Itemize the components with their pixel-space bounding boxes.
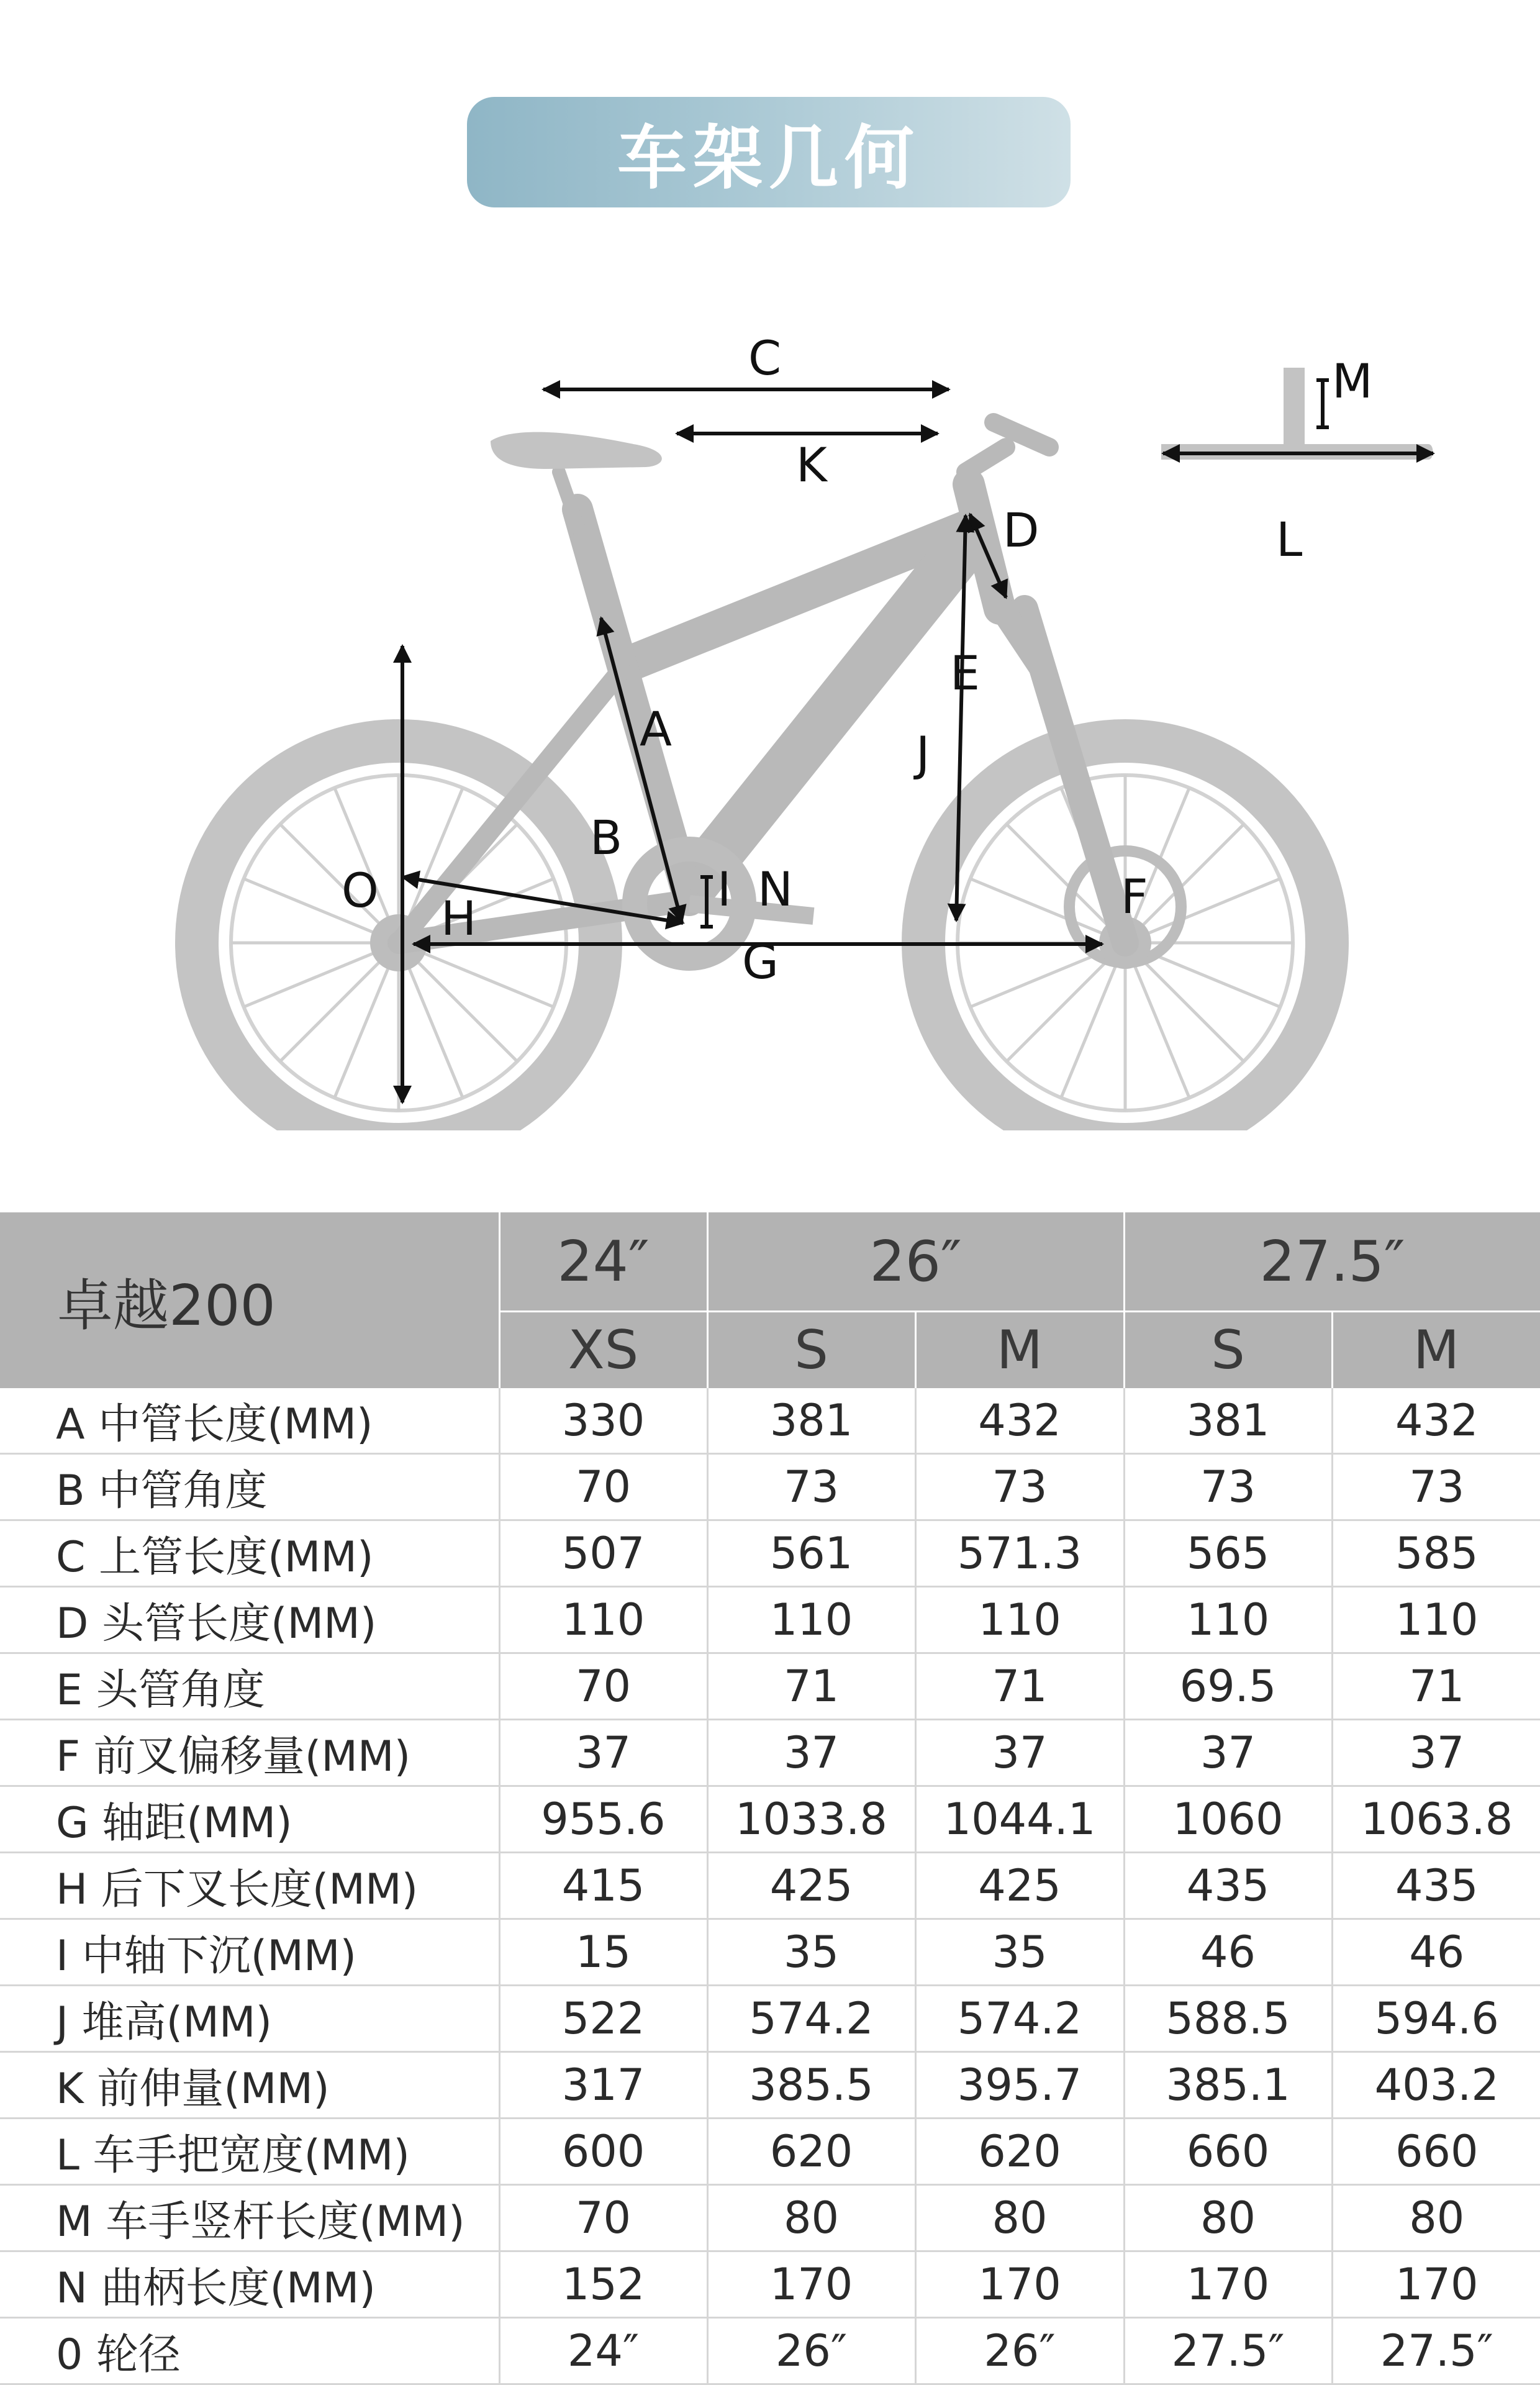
- value-cell: 432: [915, 1388, 1124, 1454]
- table-row: [0, 1853, 1540, 1919]
- value-cell: 80: [707, 2185, 915, 2251]
- param-label: 0 轮径: [0, 2318, 499, 2384]
- param-label: N 曲柄长度(MM): [0, 2251, 499, 2318]
- table-row: [0, 2318, 1540, 2384]
- geometry-spec-table: [0, 1212, 1540, 2385]
- value-cell: 37: [1124, 1720, 1332, 1786]
- value-cell: 660: [1124, 2119, 1332, 2185]
- value-cell: 435: [1124, 1853, 1332, 1919]
- label-o: O: [342, 863, 379, 918]
- table-row: [0, 2185, 1540, 2251]
- size-header: M: [1332, 1312, 1540, 1389]
- param-label: C 上管长度(MM): [0, 1520, 499, 1587]
- value-cell: 80: [915, 2185, 1124, 2251]
- label-g: G: [742, 934, 779, 989]
- saddle: [491, 432, 662, 469]
- value-cell: 403.2: [1332, 2052, 1540, 2119]
- value-cell: 381: [707, 1388, 915, 1454]
- size-header: XS: [499, 1312, 707, 1389]
- value-cell: 594.6: [1332, 1986, 1540, 2052]
- value-cell: 522: [499, 1986, 707, 2052]
- param-label: B 中管角度: [0, 1454, 499, 1520]
- label-e: E: [950, 645, 981, 701]
- value-cell: 26″: [707, 2318, 915, 2384]
- value-cell: 73: [915, 1454, 1124, 1520]
- table-row: [0, 1454, 1540, 1520]
- value-cell: 110: [1124, 1587, 1332, 1653]
- value-cell: 110: [499, 1587, 707, 1653]
- param-label: I 中轴下沉(MM): [0, 1919, 499, 1986]
- value-cell: 425: [707, 1853, 915, 1919]
- value-cell: 152: [499, 2251, 707, 2318]
- value-cell: 574.2: [707, 1986, 915, 2052]
- label-l: L: [1276, 512, 1303, 567]
- table-row: [0, 2052, 1540, 2119]
- table-row: [0, 1986, 1540, 2052]
- value-cell: 381: [1124, 1388, 1332, 1454]
- param-label: A 中管长度(MM): [0, 1388, 499, 1454]
- bike-geometry-diagram: [0, 261, 1540, 1130]
- table-row: [0, 1388, 1540, 1454]
- param-label: D 头管长度(MM): [0, 1587, 499, 1653]
- wheel-group-27-5: 27.5″: [1124, 1212, 1540, 1312]
- value-cell: 110: [707, 1587, 915, 1653]
- param-label: F 前叉偏移量(MM): [0, 1720, 499, 1786]
- value-cell: 600: [499, 2119, 707, 2185]
- value-cell: 317: [499, 2052, 707, 2119]
- param-label: J 堆高(MM): [0, 1986, 499, 2052]
- value-cell: 70: [499, 1454, 707, 1520]
- value-cell: 35: [915, 1919, 1124, 1986]
- param-label: H 后下叉长度(MM): [0, 1853, 499, 1919]
- spec-table-body: [0, 1388, 1540, 2384]
- value-cell: 27.5″: [1332, 2318, 1540, 2384]
- label-a: A: [640, 701, 672, 756]
- value-cell: 37: [915, 1720, 1124, 1786]
- label-c: C: [748, 330, 782, 386]
- value-cell: 35: [707, 1919, 915, 1986]
- value-cell: 170: [915, 2251, 1124, 2318]
- value-cell: 1063.8: [1332, 1786, 1540, 1853]
- size-header: S: [1124, 1312, 1332, 1389]
- value-cell: 385.5: [707, 2052, 915, 2119]
- value-cell: 71: [707, 1653, 915, 1720]
- table-row: [0, 1520, 1540, 1587]
- value-cell: 71: [915, 1653, 1124, 1720]
- size-header: M: [915, 1312, 1124, 1389]
- table-row: [0, 2119, 1540, 2185]
- value-cell: 170: [1332, 2251, 1540, 2318]
- label-b: B: [590, 810, 623, 865]
- value-cell: 574.2: [915, 1986, 1124, 2052]
- label-j: J: [916, 726, 930, 781]
- value-cell: 415: [499, 1853, 707, 1919]
- value-cell: 27.5″: [1124, 2318, 1332, 2384]
- handlebar-diagram: [1161, 368, 1433, 460]
- wheel-group-26: 26″: [707, 1212, 1124, 1312]
- param-label: G 轴距(MM): [0, 1786, 499, 1853]
- value-cell: 70: [499, 2185, 707, 2251]
- size-header: S: [707, 1312, 915, 1389]
- value-cell: 1060: [1124, 1786, 1332, 1853]
- value-cell: 330: [499, 1388, 707, 1454]
- value-cell: 170: [1124, 2251, 1332, 2318]
- value-cell: 69.5: [1124, 1653, 1332, 1720]
- table-row: [0, 1587, 1540, 1653]
- value-cell: 565: [1124, 1520, 1332, 1587]
- label-n: N: [758, 861, 793, 917]
- param-label: E 头管角度: [0, 1653, 499, 1720]
- value-cell: 571.3: [915, 1520, 1124, 1587]
- value-cell: 660: [1332, 2119, 1540, 2185]
- label-i: I: [717, 861, 732, 917]
- value-cell: 73: [707, 1454, 915, 1520]
- value-cell: 395.7: [915, 2052, 1124, 2119]
- value-cell: 561: [707, 1520, 915, 1587]
- table-row: [0, 1786, 1540, 1853]
- value-cell: 435: [1332, 1853, 1540, 1919]
- value-cell: 70: [499, 1653, 707, 1720]
- value-cell: 507: [499, 1520, 707, 1587]
- label-m: M: [1332, 353, 1373, 409]
- value-cell: 110: [915, 1587, 1124, 1653]
- value-cell: 80: [1332, 2185, 1540, 2251]
- value-cell: 37: [707, 1720, 915, 1786]
- table-row: [0, 2251, 1540, 2318]
- value-cell: 588.5: [1124, 1986, 1332, 2052]
- value-cell: 37: [499, 1720, 707, 1786]
- param-label: L 车手把宽度(MM): [0, 2119, 499, 2185]
- value-cell: 432: [1332, 1388, 1540, 1454]
- value-cell: 37: [1332, 1720, 1540, 1786]
- value-cell: 620: [707, 2119, 915, 2185]
- wheel-group-24: 24″: [499, 1212, 707, 1312]
- value-cell: 46: [1332, 1919, 1540, 1986]
- value-cell: 15: [499, 1919, 707, 1986]
- param-label: K 前伸量(MM): [0, 2052, 499, 2119]
- value-cell: 1044.1: [915, 1786, 1124, 1853]
- model-name: 卓越200: [0, 1212, 499, 1388]
- value-cell: 955.6: [499, 1786, 707, 1853]
- table-row: [0, 1919, 1540, 1986]
- page-title: 车架几何: [467, 97, 1071, 207]
- value-cell: 73: [1332, 1454, 1540, 1520]
- value-cell: 1033.8: [707, 1786, 915, 1853]
- label-f: F: [1121, 869, 1148, 924]
- param-label: M 车手竖杆长度(MM): [0, 2185, 499, 2251]
- label-d: D: [1003, 502, 1040, 558]
- value-cell: 385.1: [1124, 2052, 1332, 2119]
- table-row: [0, 1720, 1540, 1786]
- value-cell: 26″: [915, 2318, 1124, 2384]
- value-cell: 46: [1124, 1919, 1332, 1986]
- value-cell: 24″: [499, 2318, 707, 2384]
- value-cell: 73: [1124, 1454, 1332, 1520]
- value-cell: 425: [915, 1853, 1124, 1919]
- value-cell: 585: [1332, 1520, 1540, 1587]
- value-cell: 80: [1124, 2185, 1332, 2251]
- label-h: H: [441, 891, 477, 946]
- table-row: [0, 1653, 1540, 1720]
- value-cell: 620: [915, 2119, 1124, 2185]
- value-cell: 71: [1332, 1653, 1540, 1720]
- label-k: K: [796, 437, 827, 493]
- value-cell: 170: [707, 2251, 915, 2318]
- wheel-size-header-row: [0, 1212, 1540, 1312]
- value-cell: 110: [1332, 1587, 1540, 1653]
